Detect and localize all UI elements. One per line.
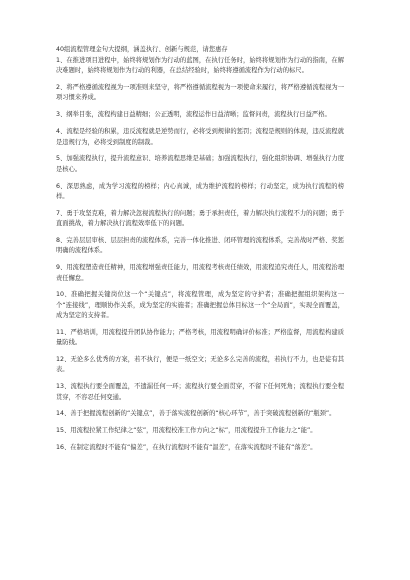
list-item: 4、流程是经验的积累，违反流程就是逆势而行，必将受到规律的惩罚；流程是规则的体现，违反流程就是违规行为，必将受到制度的制裁。 — [56, 128, 344, 146]
list-item: 11、严格培训，用流程提升团队协作能力；严格考核，用流程明确评价标准；严格监督，用流程构建质量防线。 — [56, 328, 344, 347]
list-item: 10、准确把握关键岗位这一个“关键点”，将流程管理，成为坚定的守护者；准确把握组织架构这一个“连接线”，理顺协作关系，成为坚定的实施者；准确把握总体目标这一个“全局面”，实现全面覆盖，成为坚定的支持者。 — [56, 291, 344, 319]
list-item: 12、无论多么优秀的方案，若不执行，便是一纸空文；无论多么完善的流程，若执行不力，也是徒有其表。 — [56, 356, 344, 374]
list-item: 13、流程执行要全面覆盖，不遗漏任何一环；流程执行要全面贯穿，不留下任何死角；流程执行要全程贯穿，不容忍任何变通。 — [56, 383, 344, 401]
list-item: 2、将严格遵循流程视为一项准则来坚守，将严格遵循流程视为一项使命来履行，将严格遵循流程视为一项习惯来养成。 — [56, 84, 344, 102]
list-item: 14、善于把握流程创新的“关键点”，善于落实流程创新的“核心环节”，善于突破流程创新的“瓶颈”。 — [56, 410, 336, 418]
list-item: 16、在制定流程时不能有“偏差”，在执行流程时不能有“温差”，在落实流程时不能有“落差”。 — [56, 444, 317, 452]
list-item: 15、用流程拉紧工作纪律之“弦”，用流程校准工作方向之“标”，用流程提升工作能力之“能”。 — [56, 427, 317, 435]
list-item: 9、用流程塑造责任精神，用流程增强责任能力，用流程考核责任绩效，用流程追究责任人，用流程治理责任懈怠。 — [56, 264, 344, 282]
list-item: 8、完善层层审核、层层担责的流程体系，完善一体化推进、闭环管理的流程体系，完善战时严格、奖惩明确的流程体系。 — [56, 237, 344, 255]
item-list — [56, 56, 344, 454]
list-item: 3、纲举目张，流程构建日益精细；公正透明，流程运作日益清晰；监督问责，流程执行日益严格。 — [56, 111, 331, 119]
list-item: 5、加强流程执行，提升流程意识、培养流程思维是基础；加强流程执行，强化组织协调、增强执行力度是核心。 — [56, 155, 344, 173]
document-title: 40组流程管理金句大提纲，涵盖执行、创新与规范，请您惠存 — [56, 46, 228, 53]
list-item: 1、在推进项目进程中，始终将规划作为行动的蓝图，在执行任务时，始终将规划作为行动的指南，在解决难题时，始终将规划作为行动的利器，在总结经验时，始终将遵循流程作为行动的标尺。 — [56, 57, 344, 75]
list-item: 7、勇于攻坚克难，着力解决忽视流程执行的问题；勇于承担责任，着力解决执行流程不力的问题；勇于直面挑战，着力解决执行流程效率低下的问题。 — [56, 209, 344, 228]
list-item: 6、深思熟虑，成为学习流程的榜样；内心真诚，成为维护流程的榜样；行动坚定，成为执行流程的榜样。 — [56, 182, 344, 200]
